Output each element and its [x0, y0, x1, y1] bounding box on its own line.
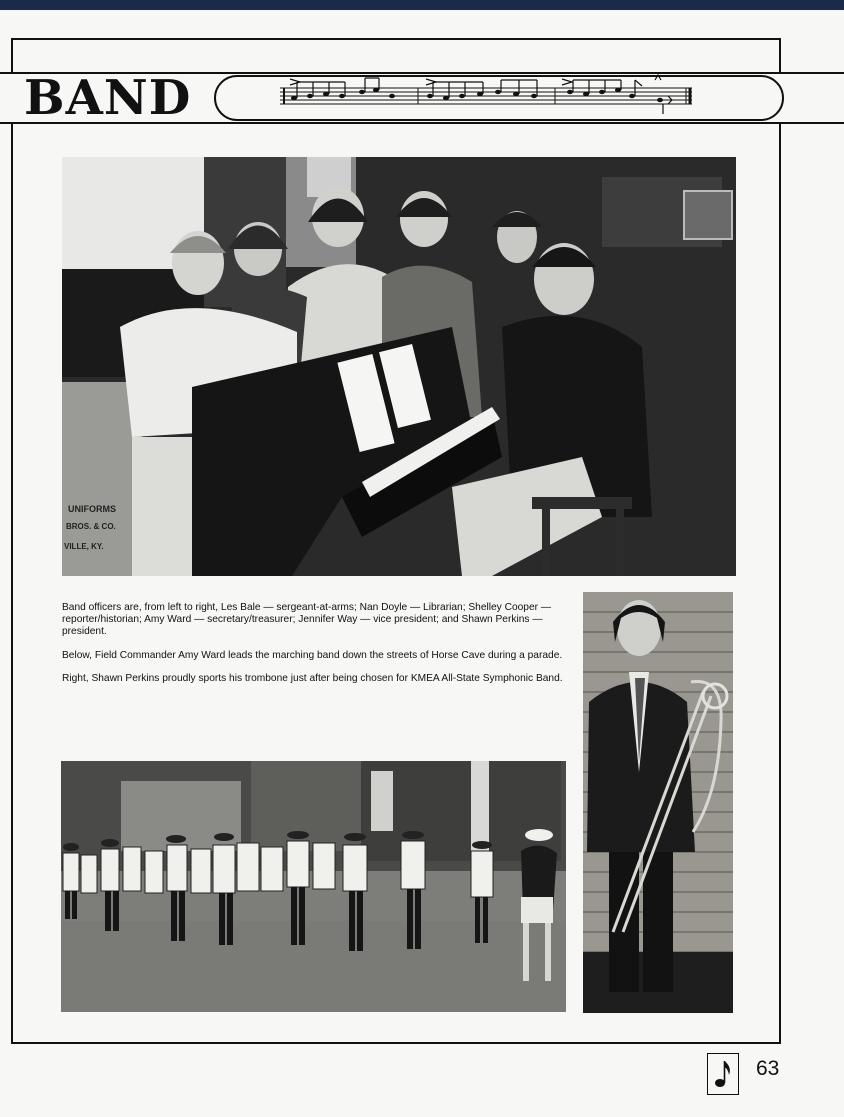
caption-block [62, 602, 568, 696]
marching-photo [61, 761, 566, 1012]
caption-marching: Below, Field Commander Amy Ward leads the marching band down the streets of Horse Cave during a parade. [62, 649, 563, 661]
page-title: BAND [24, 70, 192, 126]
eighth-note-icon [707, 1053, 739, 1095]
box-label: VILLE, KY. [64, 542, 104, 551]
musical-staff-icon [280, 74, 694, 120]
marching-band-parade-photo [61, 761, 566, 1012]
portrait-photo [583, 592, 733, 1013]
box-label: BROS. & CO. [66, 522, 116, 531]
officers-photo [62, 157, 736, 576]
page-number: 63 [756, 1057, 780, 1080]
caption-trombone: Right, Shawn Perkins proudly sports his trombone just after being chosen for KMEA All-State Symphonic Band. [62, 672, 563, 684]
box-label: UNIFORMS [68, 504, 116, 514]
band-officers-at-piano-photo [62, 157, 736, 576]
trombone-player-portrait-photo [583, 592, 733, 1013]
top-edge-strip [0, 0, 844, 10]
caption-officers: Band officers are, from left to right, Les Bale — sergeant-at-arms; Nan Doyle — Librarian; Shelley Cooper — reporter/historian; Amy Ward — secretary/treasurer; Jennifer Way — vice president; and Shawn Perkins — president. [62, 602, 552, 638]
